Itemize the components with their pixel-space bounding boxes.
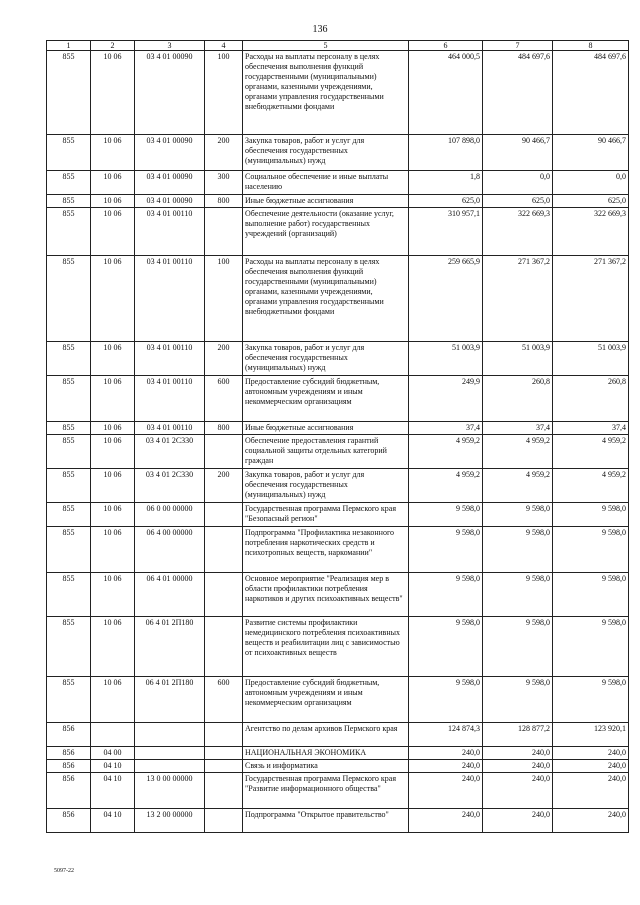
amount-col8: 271 367,2 [553, 256, 629, 342]
grbs-code: 856 [47, 760, 91, 773]
item-name: Иные бюджетные ассигнования [243, 422, 409, 435]
item-name: Закупка товаров, работ и услуг для обеспечения государственных (муниципальных) нужд [243, 469, 409, 503]
amount-col8: 51 003,9 [553, 342, 629, 376]
item-name: Государственная программа Пермского края "Развитие информационного общества" [243, 773, 409, 809]
amount-col6: 240,0 [409, 773, 483, 809]
amount-col8: 240,0 [553, 773, 629, 809]
target-article-code: 03 4 01 2С330 [135, 435, 205, 469]
expense-type-code [205, 435, 243, 469]
column-header: 6 [409, 41, 483, 51]
section-code: 10 06 [91, 135, 135, 171]
section-code [91, 723, 135, 747]
amount-col6: 464 000,5 [409, 51, 483, 135]
expense-type-code: 200 [205, 469, 243, 503]
amount-col7: 0,0 [483, 171, 553, 195]
amount-col7: 484 697,6 [483, 51, 553, 135]
item-name: Подпрограмма "Профилактика незаконного потребления наркотических средств и психотропных веществ, наркомании" [243, 527, 409, 573]
amount-col6: 240,0 [409, 760, 483, 773]
section-code: 10 06 [91, 469, 135, 503]
amount-col8: 9 598,0 [553, 573, 629, 617]
expense-type-code [205, 503, 243, 527]
target-article-code: 03 4 01 00110 [135, 256, 205, 342]
target-article-code: 13 0 00 00000 [135, 773, 205, 809]
item-name: Основное мероприятие "Реализация мер в области профилактики потребления наркотиков и других психоактивных веществ" [243, 573, 409, 617]
amount-col8: 322 669,3 [553, 208, 629, 256]
grbs-code: 855 [47, 469, 91, 503]
section-code: 10 06 [91, 677, 135, 723]
target-article-code: 03 4 01 2С330 [135, 469, 205, 503]
expense-type-code: 200 [205, 135, 243, 171]
section-code: 10 06 [91, 503, 135, 527]
section-code: 10 06 [91, 195, 135, 208]
amount-col8: 484 697,6 [553, 51, 629, 135]
section-code: 04 00 [91, 747, 135, 760]
amount-col8: 240,0 [553, 760, 629, 773]
amount-col7: 9 598,0 [483, 573, 553, 617]
section-code: 10 06 [91, 527, 135, 573]
amount-col6: 37,4 [409, 422, 483, 435]
amount-col7: 9 598,0 [483, 527, 553, 573]
target-article-code: 03 4 01 00110 [135, 422, 205, 435]
table-row [47, 342, 629, 376]
section-code: 10 06 [91, 171, 135, 195]
item-name: Расходы на выплаты персоналу в целях обеспечения выполнения функций государственными (муниципальными) органами, казенными учреждениями, органами управления государственными внебюджетными фондами [243, 256, 409, 342]
amount-col8: 9 598,0 [553, 527, 629, 573]
table-row [47, 171, 629, 195]
amount-col6: 310 957,1 [409, 208, 483, 256]
budget-table [46, 40, 629, 833]
section-code: 04 10 [91, 809, 135, 833]
section-code: 10 06 [91, 422, 135, 435]
amount-col6: 124 874,3 [409, 723, 483, 747]
amount-col7: 9 598,0 [483, 677, 553, 723]
amount-col6: 4 959,2 [409, 469, 483, 503]
item-name: Закупка товаров, работ и услуг для обеспечения государственных (муниципальных) нужд [243, 135, 409, 171]
target-article-code [135, 723, 205, 747]
expense-type-code: 300 [205, 171, 243, 195]
item-name: Иные бюджетные ассигнования [243, 195, 409, 208]
amount-col7: 240,0 [483, 773, 553, 809]
amount-col6: 9 598,0 [409, 573, 483, 617]
amount-col8: 240,0 [553, 747, 629, 760]
amount-col7: 51 003,9 [483, 342, 553, 376]
section-code: 10 06 [91, 617, 135, 677]
expense-type-code [205, 723, 243, 747]
amount-col8: 260,8 [553, 376, 629, 422]
section-code: 10 06 [91, 256, 135, 342]
expense-type-code: 600 [205, 376, 243, 422]
amount-col6: 1,8 [409, 171, 483, 195]
grbs-code: 855 [47, 342, 91, 376]
target-article-code: 03 4 01 00110 [135, 208, 205, 256]
expense-type-code [205, 527, 243, 573]
amount-col7: 271 367,2 [483, 256, 553, 342]
grbs-code: 855 [47, 677, 91, 723]
target-article-code [135, 747, 205, 760]
expense-type-code [205, 617, 243, 677]
amount-col7: 37,4 [483, 422, 553, 435]
section-code: 10 06 [91, 435, 135, 469]
section-code: 10 06 [91, 51, 135, 135]
column-header: 1 [47, 41, 91, 51]
target-article-code: 06 4 00 00000 [135, 527, 205, 573]
table-row [47, 208, 629, 256]
item-name: НАЦИОНАЛЬНАЯ ЭКОНОМИКА [243, 747, 409, 760]
grbs-code: 855 [47, 51, 91, 135]
item-name: Агентство по делам архивов Пермского края [243, 723, 409, 747]
expense-type-code [205, 760, 243, 773]
target-article-code: 06 4 01 2П180 [135, 677, 205, 723]
table-row [47, 677, 629, 723]
expense-type-code [205, 773, 243, 809]
target-article-code: 03 4 01 00090 [135, 171, 205, 195]
table-body [47, 51, 629, 833]
table-row [47, 435, 629, 469]
amount-col7: 128 877,2 [483, 723, 553, 747]
table-row [47, 617, 629, 677]
table-row [47, 422, 629, 435]
section-code: 10 06 [91, 376, 135, 422]
amount-col8: 90 466,7 [553, 135, 629, 171]
amount-col6: 240,0 [409, 809, 483, 833]
amount-col8: 9 598,0 [553, 677, 629, 723]
target-article-code: 06 0 00 00000 [135, 503, 205, 527]
amount-col8: 240,0 [553, 809, 629, 833]
grbs-code: 855 [47, 435, 91, 469]
table-row [47, 809, 629, 833]
amount-col6: 625,0 [409, 195, 483, 208]
amount-col6: 9 598,0 [409, 677, 483, 723]
amount-col8: 0,0 [553, 171, 629, 195]
amount-col7: 240,0 [483, 760, 553, 773]
amount-col6: 249,9 [409, 376, 483, 422]
amount-col6: 51 003,9 [409, 342, 483, 376]
table-row [47, 195, 629, 208]
amount-col6: 240,0 [409, 747, 483, 760]
amount-col8: 37,4 [553, 422, 629, 435]
section-code: 10 06 [91, 342, 135, 376]
target-article-code: 06 4 01 2П180 [135, 617, 205, 677]
grbs-code: 855 [47, 256, 91, 342]
column-header: 8 [553, 41, 629, 51]
amount-col6: 4 959,2 [409, 435, 483, 469]
table-row [47, 773, 629, 809]
footer-code: 5097-22 [54, 868, 74, 874]
amount-col6: 9 598,0 [409, 617, 483, 677]
expense-type-code [205, 208, 243, 256]
section-code: 10 06 [91, 208, 135, 256]
amount-col7: 240,0 [483, 809, 553, 833]
table-row [47, 573, 629, 617]
expense-type-code: 100 [205, 256, 243, 342]
column-header: 7 [483, 41, 553, 51]
amount-col7: 4 959,2 [483, 469, 553, 503]
grbs-code: 856 [47, 773, 91, 809]
table-row [47, 469, 629, 503]
grbs-code: 855 [47, 208, 91, 256]
column-header: 3 [135, 41, 205, 51]
amount-col8: 9 598,0 [553, 617, 629, 677]
grbs-code: 856 [47, 747, 91, 760]
grbs-code: 855 [47, 422, 91, 435]
table-row [47, 51, 629, 135]
expense-type-code: 800 [205, 195, 243, 208]
target-article-code [135, 760, 205, 773]
amount-col8: 9 598,0 [553, 503, 629, 527]
item-name: Связь и информатика [243, 760, 409, 773]
grbs-code: 855 [47, 135, 91, 171]
section-code: 04 10 [91, 760, 135, 773]
table-row [47, 527, 629, 573]
target-article-code: 03 4 01 00110 [135, 376, 205, 422]
table-row [47, 760, 629, 773]
amount-col7: 90 466,7 [483, 135, 553, 171]
table-row [47, 747, 629, 760]
item-name: Закупка товаров, работ и услуг для обеспечения государственных (муниципальных) нужд [243, 342, 409, 376]
target-article-code: 03 4 01 00090 [135, 195, 205, 208]
amount-col8: 123 920,1 [553, 723, 629, 747]
target-article-code: 03 4 01 00090 [135, 135, 205, 171]
target-article-code: 03 4 01 00110 [135, 342, 205, 376]
item-name: Предоставление субсидий бюджетным, автономным учреждениям и иным некоммерческим организациям [243, 677, 409, 723]
amount-col7: 625,0 [483, 195, 553, 208]
table-row [47, 503, 629, 527]
grbs-code: 855 [47, 195, 91, 208]
amount-col7: 9 598,0 [483, 503, 553, 527]
section-code: 04 10 [91, 773, 135, 809]
table-row [47, 135, 629, 171]
item-name: Расходы на выплаты персоналу в целях обеспечения выполнения функций государственными (муниципальными) органами, казенными учреждениями, органами управления государственными внебюджетными фондами [243, 51, 409, 135]
column-header: 5 [243, 41, 409, 51]
expense-type-code: 800 [205, 422, 243, 435]
expense-type-code: 600 [205, 677, 243, 723]
amount-col7: 260,8 [483, 376, 553, 422]
grbs-code: 856 [47, 723, 91, 747]
table-row [47, 376, 629, 422]
amount-col8: 625,0 [553, 195, 629, 208]
item-name: Предоставление субсидий бюджетным, автономным учреждениям и иным некоммерческим организациям [243, 376, 409, 422]
column-header: 2 [91, 41, 135, 51]
grbs-code: 855 [47, 171, 91, 195]
expense-type-code [205, 747, 243, 760]
target-article-code: 13 2 00 00000 [135, 809, 205, 833]
expense-type-code [205, 573, 243, 617]
item-name: Развитие системы профилактики немедицинского потребления психоактивных веществ и реабилитации лиц с зависимостью от психоактивных веществ [243, 617, 409, 677]
expense-type-code: 200 [205, 342, 243, 376]
target-article-code: 06 4 01 00000 [135, 573, 205, 617]
grbs-code: 855 [47, 376, 91, 422]
amount-col7: 240,0 [483, 747, 553, 760]
expense-type-code [205, 809, 243, 833]
amount-col7: 4 959,2 [483, 435, 553, 469]
grbs-code: 855 [47, 503, 91, 527]
item-name: Обеспечение деятельности (оказание услуг, выполнение работ) государственных учреждений (организаций) [243, 208, 409, 256]
grbs-code: 856 [47, 809, 91, 833]
item-name: Социальное обеспечение и иные выплаты населению [243, 171, 409, 195]
amount-col8: 4 959,2 [553, 435, 629, 469]
section-code: 10 06 [91, 573, 135, 617]
grbs-code: 855 [47, 527, 91, 573]
amount-col8: 4 959,2 [553, 469, 629, 503]
expense-type-code: 100 [205, 51, 243, 135]
item-name: Подпрограмма "Открытое правительство" [243, 809, 409, 833]
amount-col7: 322 669,3 [483, 208, 553, 256]
amount-col7: 9 598,0 [483, 617, 553, 677]
item-name: Государственная программа Пермского края "Безопасный регион" [243, 503, 409, 527]
item-name: Обеспечение предоставления гарантий социальной защиты отдельных категорий граждан [243, 435, 409, 469]
page-number: 136 [312, 24, 328, 35]
header-row [47, 41, 629, 51]
target-article-code: 03 4 01 00090 [135, 51, 205, 135]
amount-col6: 107 898,0 [409, 135, 483, 171]
grbs-code: 855 [47, 617, 91, 677]
amount-col6: 9 598,0 [409, 527, 483, 573]
amount-col6: 9 598,0 [409, 503, 483, 527]
amount-col6: 259 665,9 [409, 256, 483, 342]
table-row [47, 256, 629, 342]
column-header: 4 [205, 41, 243, 51]
table-row [47, 723, 629, 747]
grbs-code: 855 [47, 573, 91, 617]
